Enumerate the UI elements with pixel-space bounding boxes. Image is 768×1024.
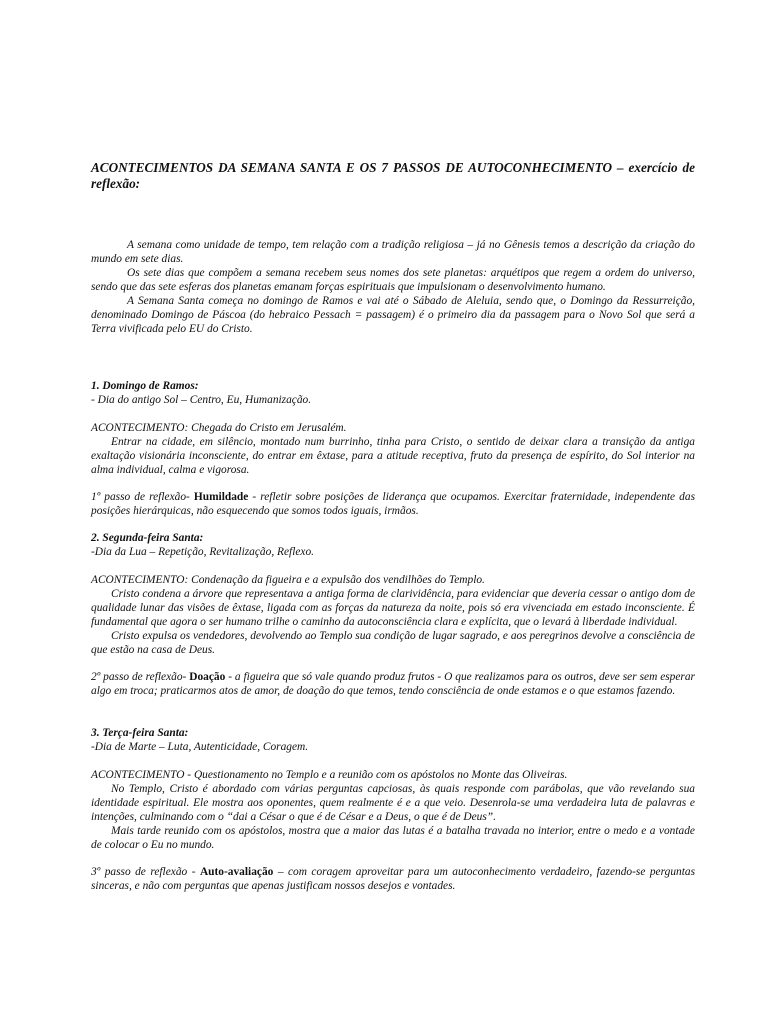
step-text: – com coragem aproveitar para um autoconhecimento verdadeiro, fazendo-se perguntas sinceras, e não com perguntas que apenas justificam nossos desejos e vontades. <box>91 866 695 892</box>
step-prefix: 2º passo de reflexão- <box>91 671 190 683</box>
intro-paragraph: Os sete dias que compõem a semana recebem seus nomes dos sete planetas: arquétipos que regem a ordem do universo, sendo que das sete esferas dos planetas emanam forças espirituais que impulsionam o desenvolvimento humano. <box>91 267 695 293</box>
day-subtitle: -Dia de Marte – Luta, Autenticidade, Coragem. <box>91 741 309 753</box>
document-title: ACONTECIMENTOS DA SEMANA SANTA E OS 7 PASSOS DE AUTOCONHECIMENTO – exercício de reflexão: <box>91 160 695 191</box>
reflection-step <box>91 865 695 893</box>
event-paragraph: No Templo, Cristo é abordado com várias perguntas capciosas, às quais responde com parábolas, que vão revelando sua identidade espiritual. Ele mostra aos oponentes, quem realmente é e a que veio. Desenrola-se uma verdadeira luta de palavras e intenções, culminando com o “dai a César o que é de César e a Deus, o que é de Deus”. <box>91 783 695 823</box>
day-section <box>91 531 695 698</box>
reflection-step <box>91 670 695 698</box>
step-prefix: 1º passo de reflexão- <box>91 491 194 503</box>
event-paragraph: Cristo expulsa os vendedores, devolvendo ao Templo sua condição de lugar sagrado, e aos peregrinos devolve a consciência de que estão na casa de Deus. <box>91 630 695 656</box>
event-paragraph: Entrar na cidade, em silêncio, montado num burrinho, tinha para Cristo, o sentido de deixar clara a transição da antiga exaltação visionária inconsciente, do entrar em êxtase, para a atitude receptiva, fruto da presença de espírito, do Sol interior na alma individual, calma e vigorosa. <box>91 436 695 476</box>
day-subtitle: -Dia da Lua – Repetição, Revitalização, Reflexo. <box>91 546 315 558</box>
event-paragraph: Mais tarde reunido com os apóstolos, mostra que a maior das lutas é a batalha travada no interior, entre o medo e a vontade de colocar o Eu no mundo. <box>91 825 695 851</box>
intro-paragraph: A semana como unidade de tempo, tem relação com a tradição religiosa – já no Gênesis temos a descrição da criação do mundo em sete dias. <box>91 239 695 265</box>
day-title: 1. Domingo de Ramos: <box>91 380 199 392</box>
document-body <box>91 160 695 893</box>
event-heading: ACONTECIMENTO: Condenação da figueira e a expulsão dos vendilhões do Templo. <box>91 574 485 586</box>
day-section <box>91 726 695 893</box>
day-title: 3. Terça-feira Santa: <box>91 727 189 739</box>
event-paragraph: Cristo condena a árvore que representava a antiga forma de clarividência, para evidenciar que deveria cessar o antigo dom de qualidade lunar das visões de êxtase, ligada com as forças da natureza da noite, pois só era vivenciada em estado inconsciente. É fundamental que agora o ser humano trilhe o caminho da autoconsciência clara e explícita, que o levará à liberdade individual. <box>91 588 695 628</box>
step-text: - a figueira que só vale quando produz frutos - O que realizamos para os outros, deve ser sem esperar algo em troca; praticarmos atos de amor, de doação do que temos, tendo consciência de onde estamos e o que estamos fazendo. <box>91 671 695 697</box>
step-keyword: Humildade <box>193 491 249 503</box>
step-keyword: Doação <box>189 671 226 683</box>
step-text: - refletir sobre posições de liderança que ocupamos. Exercitar fraternidade, independente das posições hierárquicas, não esquecendo que somos todos iguais, irmãos. <box>91 491 695 517</box>
event-heading: ACONTECIMENTO: Chegada do Cristo em Jerusalém. <box>91 422 347 434</box>
day-subtitle: - Dia do antigo Sol – Centro, Eu, Humanização. <box>91 394 312 406</box>
day-section <box>91 379 695 518</box>
intro-paragraph: A Semana Santa começa no domingo de Ramos e vai até o Sábado de Aleluia, sendo que, o Domingo da Ressurreição, denominado Domingo de Páscoa (do hebraico Pessach = passagem) é o primeiro dia da passagem para o Novo Sol que será a Terra vivificada pelo EU do Cristo. <box>91 295 695 335</box>
day-title: 2. Segunda-feira Santa: <box>91 532 204 544</box>
step-keyword: Auto-avaliação <box>199 866 274 878</box>
step-prefix: 3º passo de reflexão - <box>91 866 200 878</box>
reflection-step <box>91 490 695 518</box>
event-heading: ACONTECIMENTO - Questionamento no Templo e a reunião com os apóstolos no Monte das Oliveiras. <box>91 769 568 781</box>
